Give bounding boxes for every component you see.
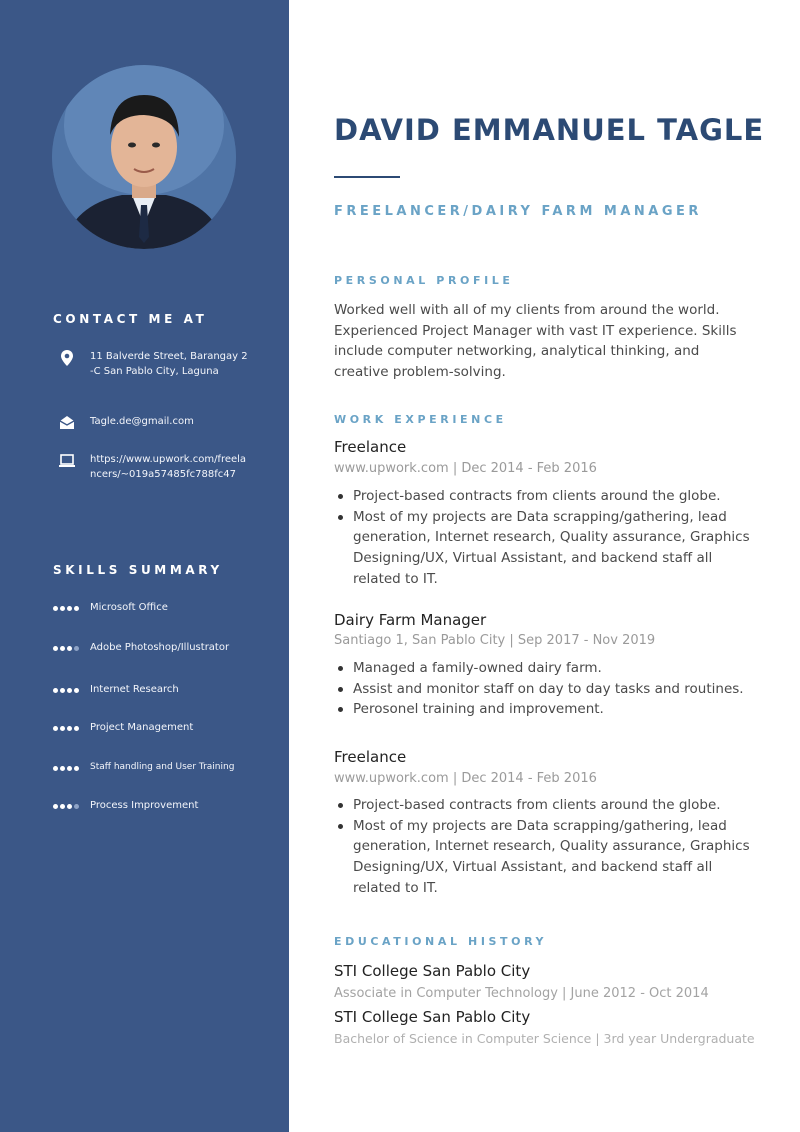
job-bullet: Managed a family-owned dairy farm. <box>334 658 754 679</box>
school-name: STI College San Pablo City <box>334 962 531 980</box>
address-text: 11 Balverde Street, Barangay 2-C San Pablo City, Laguna <box>90 351 248 377</box>
skill-level-dots <box>53 646 85 652</box>
job-bullet: Project-based contracts from clients around the globe. <box>334 486 754 507</box>
name-divider <box>334 176 400 178</box>
work-heading: WORK EXPERIENCE <box>334 413 507 426</box>
degree-detail: Bachelor of Science in Computer Science | 3rd year Undergraduate <box>334 1031 755 1046</box>
skill-label: Process Improvement <box>90 800 199 811</box>
education-heading: EDUCATIONAL HISTORY <box>334 935 548 948</box>
job-bullet: Project-based contracts from clients around the globe. <box>334 795 754 816</box>
job-subtitle: FREELANCER/DAIRY FARM MANAGER <box>334 204 702 219</box>
school-name: STI College San Pablo City <box>334 1008 531 1026</box>
skills-heading: SKILLS SUMMARY <box>53 563 223 577</box>
job-title: Freelance <box>334 438 407 456</box>
sidebar <box>0 0 289 1132</box>
degree-detail: Associate in Computer Technology | June 2012 - Oct 2014 <box>334 986 709 1001</box>
job-title: Freelance <box>334 748 407 766</box>
envelope-icon <box>58 414 76 432</box>
job-title: Dairy Farm Manager <box>334 611 487 629</box>
skill-label: Adobe Photoshop/Illustrator <box>90 642 230 653</box>
job-meta: www.upwork.com | Dec 2014 - Feb 2016 <box>334 461 597 476</box>
location-pin-icon <box>58 349 76 367</box>
email-text[interactable]: Tagle.de@gmail.com <box>90 416 194 427</box>
skill-level-dots <box>53 726 85 732</box>
skill-label: Microsoft Office <box>90 602 168 613</box>
job-bullet: Most of my projects are Data scrapping/gathering, lead generation, Internet research, Quality assurance, Graphics Designing/UX, Virtual Assistant, and backend staff all related to IT. <box>334 507 754 590</box>
profile-photo <box>52 65 236 249</box>
skill-level-dots <box>53 766 85 772</box>
job-bullets <box>334 658 754 720</box>
skill-label: Staff handling and User Training <box>90 762 235 772</box>
skill-level-dots <box>53 804 85 810</box>
job-bullet: Perosonel training and improvement. <box>334 699 754 720</box>
job-bullet: Most of my projects are Data scrapping/gathering, lead generation, Internet research, Quality assurance, Graphics Designing/UX, Virtual Assistant, and backend staff all related to IT. <box>334 816 754 899</box>
job-bullet: Assist and monitor staff on day to day tasks and routines. <box>334 679 754 700</box>
skill-level-dots <box>53 688 85 694</box>
person-name: DAVID EMMANUEL TAGLE <box>334 113 765 147</box>
website-text[interactable]: https://www.upwork.com/freelancers/~019a57485fc788fc47 <box>90 454 247 480</box>
skill-label: Project Management <box>90 722 194 733</box>
job-bullets <box>334 486 754 590</box>
skill-level-dots <box>53 606 85 612</box>
job-meta: www.upwork.com | Dec 2014 - Feb 2016 <box>334 771 597 786</box>
job-bullets <box>334 795 754 899</box>
contact-heading: CONTACT ME AT <box>53 312 208 326</box>
laptop-icon <box>58 452 76 470</box>
profile-text: Worked well with all of my clients from around the world. Experienced Project Manager with vast IT experience. Skills include computer networking, analytical thinking, and creative problem-solving. <box>334 302 737 381</box>
profile-heading: PERSONAL PROFILE <box>334 274 514 287</box>
job-meta: Santiago 1, San Pablo City | Sep 2017 - Nov 2019 <box>334 633 656 648</box>
skill-label: Internet Research <box>90 684 179 695</box>
